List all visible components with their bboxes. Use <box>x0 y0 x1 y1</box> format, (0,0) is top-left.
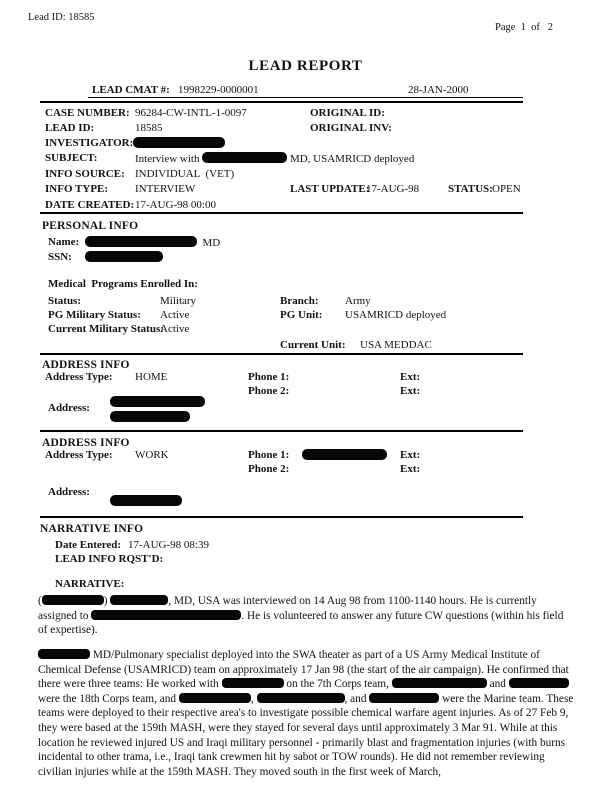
narrative-info-title: NARRATIVE INFO <box>40 523 144 535</box>
redaction-bar <box>110 495 182 506</box>
address-info-work-title: ADDRESS INFO <box>42 437 130 449</box>
case-number-label: CASE NUMBER: <box>45 107 130 119</box>
info-type-value: INTERVIEW <box>135 183 196 195</box>
status-label: STATUS: <box>448 183 493 195</box>
original-id-label: ORIGINAL ID: <box>310 107 385 119</box>
current-unit-label: Current Unit: <box>280 339 346 351</box>
divider-case-bottom <box>40 212 523 214</box>
report-title: LEAD REPORT <box>248 58 363 74</box>
work-address-type-value: WORK <box>135 449 169 461</box>
work-address-redaction-line1 <box>110 495 182 508</box>
redaction-bar <box>133 137 225 148</box>
narrative-paragraph-2: MD/Pulmonary specialist deployed into the SWA theater as part of a US Army Medical Institute of Chemical Defense (USAMRICD) team on approximately 17 Jan 98 (the start of the air campaign). He confirmed that there were three teams: He worked with on the 7th Corps team, and were the 18th Corps team, and , , and were the Marine team. These teams were deployed to their respective area's to investigate possible chemical warfare agent injuries. As of 27 Feb 9, they were based at the 159th MASH, were they stayed for several days until approximately 3 Mar 91. While at this location he reviewed injured US and Iraqi military personnel - primarily blast and fragmentation injuries (with burns incidental to other trama, i.e., Iraqi tank crewmen hit by sabot or TOW rounds). He did not remember reviewing civilian injuries while at the 159th MASH. They moved south in the first week of March, <box>38 649 574 778</box>
lead-id-label: LEAD ID: <box>45 122 95 134</box>
redaction-bar <box>38 649 90 659</box>
home-address-label: Address: <box>48 402 90 414</box>
pg-military-status-value: Active <box>160 309 190 321</box>
ssn-redaction <box>85 251 163 264</box>
home-ext2-label: Ext: <box>400 385 421 397</box>
work-ext1-label: Ext: <box>400 449 421 461</box>
home-address-type-value: HOME <box>135 371 168 383</box>
military-status-label: Status: <box>48 295 82 307</box>
address-info-home-title: ADDRESS INFO <box>42 359 130 371</box>
info-source-value: INDIVIDUAL (VET) <box>135 168 235 180</box>
narrative-label: NARRATIVE: <box>55 578 125 590</box>
original-inv-label: ORIGINAL INV: <box>310 122 392 134</box>
date-created-value: 17-AUG-98 00:00 <box>135 199 216 211</box>
pg-military-status-label: PG Military Status: <box>48 309 141 321</box>
redaction-bar <box>110 411 190 422</box>
header-page-number: Page 1 of 2 <box>495 22 554 33</box>
work-address-label: Address: <box>48 486 90 498</box>
name-value: MD <box>85 236 220 249</box>
divider-address-work-bottom <box>40 516 523 518</box>
redaction-bar <box>110 595 168 605</box>
redaction-bar <box>179 693 251 703</box>
narrative-paragraph-1: ( ) , MD, USA was interviewed on 14 Aug 98 from 1100-1140 hours. He is currently assigned to . He is volunteered to answer any future CW questions (within his field of expertise). <box>38 595 564 637</box>
divider-cmat-thin <box>88 97 523 98</box>
military-status-value: Military <box>160 295 197 307</box>
date-entered-value: 17-AUG-98 08:39 <box>128 539 209 551</box>
redaction-bar <box>302 449 387 460</box>
current-military-status-value: Active <box>160 323 190 335</box>
info-source-label: INFO SOURCE: <box>45 168 125 180</box>
redaction-bar <box>509 678 569 688</box>
redaction-bar <box>369 693 439 703</box>
redaction-bar <box>392 678 487 688</box>
divider-address-home-bottom <box>40 430 523 432</box>
branch-value: Army <box>345 295 371 307</box>
divider-cmat-thick <box>40 101 523 103</box>
redaction-bar <box>202 152 287 163</box>
lead-id-value: 18585 <box>135 122 163 134</box>
ssn-label: SSN: <box>48 251 72 263</box>
investigator-redaction <box>133 137 225 150</box>
current-military-status-label: Current Military Status: <box>48 323 164 335</box>
pg-unit-value: USAMRICD deployed <box>345 309 447 321</box>
lead-info-rqstd-label: LEAD INFO RQST'D: <box>55 553 164 565</box>
redaction-bar <box>85 251 163 262</box>
redaction-bar <box>91 610 241 620</box>
redaction-bar <box>42 595 104 605</box>
redaction-bar <box>222 678 284 688</box>
current-unit-value: USA MEDDAC <box>360 339 432 351</box>
subject-value: Interview with MD, USAMRICD deployed <box>135 153 415 165</box>
case-number-value: 96284-CW-INTL-1-0097 <box>135 107 247 119</box>
subject-label: SUBJECT: <box>45 152 98 164</box>
pg-unit-label: PG Unit: <box>280 309 323 321</box>
work-phone2-label: Phone 2: <box>248 463 290 475</box>
personal-info-title: PERSONAL INFO <box>42 220 139 232</box>
name-label: Name: <box>48 236 80 248</box>
divider-personal-bottom <box>40 353 523 355</box>
last-update-value: 17-AUG-98 <box>366 183 420 195</box>
redaction-bar <box>110 396 205 407</box>
date-entered-label: Date Entered: <box>55 539 122 551</box>
investigator-label: INVESTIGATOR: <box>45 137 134 149</box>
home-address-redaction-line1 <box>110 396 205 409</box>
home-ext1-label: Ext: <box>400 371 421 383</box>
header-lead-id: Lead ID: 18585 <box>28 12 95 23</box>
home-phone2-label: Phone 2: <box>248 385 290 397</box>
info-type-label: INFO TYPE: <box>45 183 109 195</box>
redaction-bar <box>85 236 197 247</box>
home-phone1-label: Phone 1: <box>248 371 290 383</box>
home-address-redaction-line2 <box>110 411 190 424</box>
home-address-type-label: Address Type: <box>45 371 113 383</box>
work-phone1-label: Phone 1: <box>248 449 290 461</box>
work-phone1-redaction <box>302 449 387 462</box>
cmat-date: 28-JAN-2000 <box>408 84 469 96</box>
work-address-type-label: Address Type: <box>45 449 113 461</box>
last-update-label: LAST UPDATE: <box>290 183 370 195</box>
branch-label: Branch: <box>280 295 319 307</box>
cmat-label: LEAD CMAT #: <box>92 84 170 96</box>
work-ext2-label: Ext: <box>400 463 421 475</box>
date-created-label: DATE CREATED: <box>45 199 135 211</box>
programs-enrolled-label: Medical Programs Enrolled In: <box>48 278 198 290</box>
cmat-number: 1998229-0000001 <box>178 84 259 96</box>
status-value: OPEN <box>492 183 521 195</box>
redaction-bar <box>257 693 345 703</box>
